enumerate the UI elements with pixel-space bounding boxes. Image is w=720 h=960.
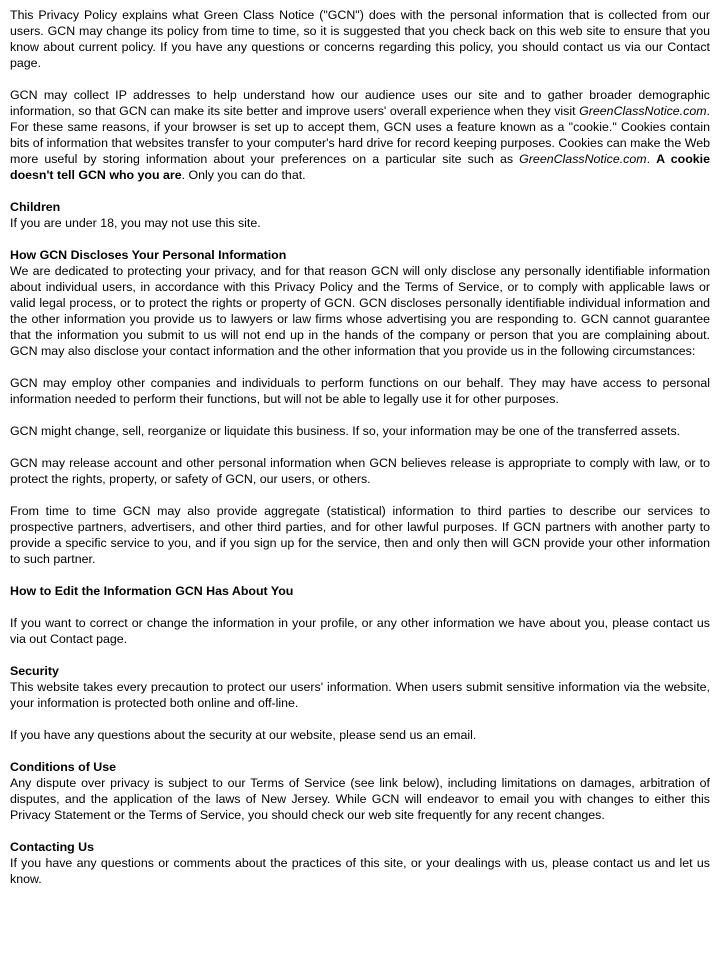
release-paragraph: GCN may release account and other personal information when GCN believes release is appropriate to comply with law, or to protect the rights, property, or safety of GCN, our users, or others. [10, 456, 710, 486]
edit-text: If you want to correct or change the information in your profile, or any other information we have about you, please contact us via out Contact page. [10, 616, 710, 646]
business-change-paragraph: GCN might change, sell, reorganize or liquidate this business. If so, your information may be one of the transferred assets. [10, 424, 681, 438]
disclosure-section [10, 247, 710, 359]
intro-paragraph: This Privacy Policy explains what Green Class Notice ("GCN") does with the personal information that is collected from our users. GCN may change its policy from time to time, so it is suggested that you check back on this web site to ensure that you know about current policy. If you have any questions or concerns regarding this policy, you should contact us via our Contact page. [10, 8, 710, 70]
site-name-2: GreenClassNotice.com [519, 152, 647, 166]
site-name-1: GreenClassNotice.com [579, 104, 707, 118]
cookies-text-2: . For these same reasons, if your browser is set up to accept them, GCN uses a feature known as a "cookie." Cookies contain bits of information that websites transfer to your computer's hard drive for record keeping purposes. Cookies can make the Web more useful by storing information about your preferences on a particular site such as [10, 104, 710, 166]
children-heading: Children [10, 200, 61, 214]
conditions-text: Any dispute over privacy is subject to our Terms of Service (see link below), including limitations on damages, arbitration of disputes, and the application of the laws of New Jersey. While GCN will endeavor to email you with changes to either this Privacy Statement or the Terms of Service, you should check our web site frequently for any recent changes. [10, 776, 710, 822]
security-paragraph: This website takes every precaution to protect our users' information. When users submit sensitive information via the website, your information is protected both online and off-line. [10, 680, 710, 710]
security-section [10, 663, 710, 711]
employ-paragraph: GCN may employ other companies and individuals to perform functions on our behalf. They may have access to personal information needed to perform their functions, but will not be able to legally use it for other purposes. [10, 376, 710, 406]
edit-heading: How to Edit the Information GCN Has About You [10, 584, 294, 598]
aggregate-paragraph: From time to time GCN may also provide aggregate (statistical) information to third parties to describe our services to prospective partners, advertisers, and other third parties, and for other lawful purposes. If GCN partners with another party to provide a specific service to you, and if you sign up for the service, then and only then will GCN provide your other information to such partner. [10, 504, 710, 566]
children-text: If you are under 18, you may not use this site. [10, 216, 261, 230]
disclosure-paragraph: We are dedicated to protecting your privacy, and for that reason GCN will only disclose any personally identifiable information about individual users, in accordance with this Privacy Policy and the Terms of Service, or to comply with applicable laws or valid legal process, or to protect the rights or property of GCN. GCN discloses personally identifiable individual information and the other information you provide us to lawyers or law firms whose advertising you are responding to. GCN cannot guarantee that the information you submit to us will not end up in the hands of the company or person that you are complaining about. GCN may also disclose your contact information and the other information that you provide us in the following circumstances: [10, 264, 710, 358]
contacting-heading: Contacting Us [10, 840, 94, 854]
cookies-text-4: . Only you can do that. [181, 168, 306, 182]
contacting-text: If you have any questions or comments about the practices of this site, or your dealings with us, please contact us and let us know. [10, 856, 710, 886]
cookies-text-3: . [646, 152, 657, 166]
security-heading: Security [10, 664, 59, 678]
disclosure-heading: How GCN Discloses Your Personal Information [10, 248, 287, 262]
cookies-paragraph [10, 87, 710, 183]
security-email-paragraph: If you have any questions about the security at our website, please send us an email. [10, 728, 477, 742]
cookies-text-1: GCN may collect IP addresses to help understand how our audience uses our site and to gather broader demographic information, so that GCN can make its site better and improve users' overall experience when they visit [10, 88, 710, 118]
cookie-emphasis: A cookie doesn't tell GCN who you are [10, 152, 710, 182]
children-section [10, 199, 710, 231]
conditions-heading: Conditions of Use [10, 760, 117, 774]
contacting-section [10, 839, 710, 887]
conditions-section [10, 759, 710, 823]
